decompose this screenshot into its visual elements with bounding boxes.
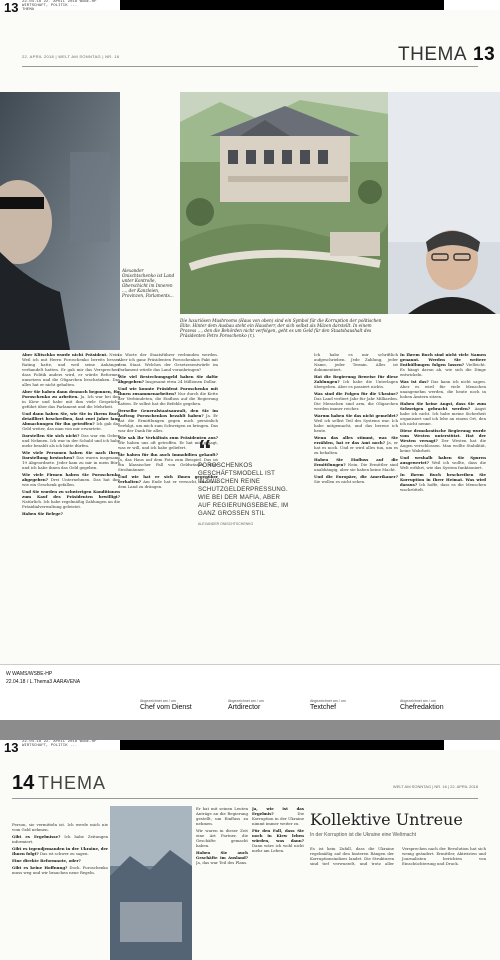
section-page-number: 13 <box>473 44 496 65</box>
column-paragraph: Gibt es Ergebnisse? Ich habe Zeitungen informiert. <box>12 834 108 844</box>
article-column-2 <box>196 806 248 960</box>
pull-quote <box>198 434 290 526</box>
column-paragraph: Und die Europäer, die Amerikaner? Sie wollen es nicht sehen. <box>314 474 398 484</box>
column-paragraph: In Ihrem Buch sind nicht viele Namen genannt. Werden Sie weitere Enthüllungen folgen lassen? Vielleicht. Es hängt davon ab, wie sich die Dinge entwickeln. <box>400 352 486 377</box>
column-paragraph: Eine direkte Reformnote, oder? <box>12 858 81 863</box>
footer-edition: W WAMS/WSBE-HP <box>6 671 53 677</box>
column-paragraph: Derselbe Generalstaatsanwalt, den Sie im Auftrag Poroschenkos bezahlt haben? Ja. Er hat die Ermittlungen gegen mich persönlich verfolgt, um mich zum Schweigen zu bringen. Das war der Dank für alles. <box>118 408 218 433</box>
column-paragraph: Was ist das? Das kann ich nicht sagen. Aber es wird für viele Menschen unangenehm werden, die heute noch in hohen Ämtern sitzen. <box>400 379 486 399</box>
signoff-artdirector: Abgezeichnet am / um Artdirector <box>228 699 264 711</box>
mansion-photo <box>180 92 388 314</box>
pull-quote-text: POROSCHENKOS GESCHÄFTSMODELL IST INZWISCHEN REINE SCHUTZGELDERPRESSUNG. WIE BEI DER MAFIA, ABER AUF REGIERUNGSEBENE, IM GANZ GROSSEN STIL <box>198 462 289 517</box>
portrait-photo-right <box>388 92 500 314</box>
article-column-3 <box>314 352 398 658</box>
production-footer <box>0 664 500 720</box>
header-rule <box>12 798 478 799</box>
mansion-photo-image <box>180 92 388 314</box>
article-column-3 <box>252 806 304 960</box>
page-number-corner: 13 <box>4 0 19 15</box>
column-paragraph: Wenn das alles stimmt, was Sie erzählen, hat er das Amt noch? Ja, er hat es noch. Und er wird alles tun, um es zu behalten. <box>314 435 398 455</box>
photo-caption-main: Die luxuriösen Mushrooms (Haus von oben) sind ein Symbol für die Korruption der politischen Elite. Hinter dem Ausbau steht ein Hausherr, der sich selbst als Mäzen darstellt. In einem Prozess ..., den die Behörden nicht verfolgen, geht es um Geld für den Staatshaushalt des Präsidenten Petro Poroschenko (r.). <box>180 318 382 338</box>
column-paragraph: Und Sie wurden zu schwierigen Konditionen zum Kauf des Präsidenten bewilligt? Natürlich. Ich habe regelmäßig Zahlungen an die Präsidialverwaltung geleistet. <box>22 489 120 509</box>
article-column-1 <box>12 822 108 960</box>
column-paragraph: Und weshalb haben Sie Spuren ausgewertet? Weil ich wollte, dass die Welt erfährt, wie das System funktioniert. <box>400 455 486 470</box>
column-paragraph: Wie sah Ihr Verhältnis zum Präsidenten aus? Wir haben uns oft getroffen. Er hat mir gesagt, was er will, und ich habe geliefert. <box>118 435 218 450</box>
signoff-chef-vom-dienst: Abgezeichnet am / um Chef vom Dienst <box>140 699 192 711</box>
meta-line: WIRTSCHAFT, POLITIK ... <box>22 744 78 748</box>
column-paragraph: Für den Fall, dass Sie noch in Kiew leben würden, was dann? Dann wäre ich wohl nicht mehr am Leben. <box>252 828 304 853</box>
column-paragraph: Wie viele Firmen haben Sie Poroschenko abgegeben? Drei Unternehmen. Das hat ihm wie ein Geschenk gefallen. <box>22 472 120 487</box>
column-paragraph: Er hat mit seinen Leuten Anträge an die Regierung gestellt, um Einfluss zu nehmen. <box>196 806 248 826</box>
header-rule <box>22 66 478 67</box>
column-paragraph: Und wie konnte Präsident Poroschenko mit Ihnen zusammenarbeiten? Nur durch die Kette der Verbündeten, die Einfluss auf die Regierung hatten. Er selbst hat die Befehle gegeben. <box>118 386 218 406</box>
page-number: 14 <box>12 772 35 794</box>
column-paragraph: Haben Sie Einfluss auf die Ermittlungen? Nein. Die Ermittler sind unabhängig, aber sie haben keine Macht. <box>314 457 398 472</box>
column-paragraph: Aber Sie haben dann dennoch begonnen, für Poroschenko zu arbeiten. Ja. Ich war bei ihm in Kiew und habe mit ihm viele Gespräche geführt über das Parlament und die Mehrheit. <box>22 389 120 409</box>
column-paragraph: Haben Sie Belege? <box>22 511 63 516</box>
column-paragraph: Gibt es keine Hoffnung? Doch. Poroschenko muss weg und wir brauchen neue Regeln. <box>12 865 108 875</box>
meta-line: 22.04.18 22. APRIL 2018 WSBE-HP <box>22 740 97 744</box>
meta-line: THEMA <box>22 8 35 12</box>
newspaper-page-2 <box>0 740 500 960</box>
article-body <box>310 846 486 960</box>
column-paragraph: Person, sie vermitteln ist. Ich werde mich nie vom Geld nehmen. <box>12 822 108 832</box>
meta-line: 22.04.18 22. APRIL 2018 WSBE-HP <box>22 0 97 4</box>
section-header <box>398 44 495 66</box>
portrait-photo-right-image <box>388 92 500 314</box>
redaction-bar <box>120 740 444 750</box>
column-paragraph: Haben Sie keine Angst, dass Sie zum Schweigen gebracht werden? Angst habe ich nicht. Ich habe meine Sicherheit organisiert und ich lebe an einem Ort, den ich nicht nenne. <box>400 401 486 426</box>
column-paragraph: Darstellen Sie sich nicht? Das war ein Geben und Nehmen. Ich war in der Schuld und ich habe mehr bezahlt als ich hätte dürfen. <box>22 433 120 448</box>
quote-mark-icon: “ <box>198 434 212 465</box>
signoff-chefredaktion: Abgezeichnet am / um Chefredaktion <box>400 699 444 711</box>
redaction-bar <box>120 0 444 10</box>
column-paragraph: Ja, wie ist das Ergebnis? Die Korruption in der Ukraine nimmt immer weiter zu. <box>252 806 304 826</box>
signoff-textchef: Abgezeichnet am / um Textchef <box>310 699 346 711</box>
article-column-4 <box>400 352 486 658</box>
footer-slug: 22.04.18 / L.Thema3 AARAVENA <box>6 679 81 685</box>
pull-quote-attribution: ALEXANDER ONISCHTSCHENKO <box>198 522 254 526</box>
column-paragraph: Aber Klitschko wurde nicht Präsident. Nein. Weil ich mit Herrn Poroschenko bereits besser Rating hatte, und weil seine Anhänger verhandelt hatten. Er gab mir das Versprechen, dass Politik anders wird, er würde Reformen umsetzen und die Oligarchen beschränken. Das alles hat er nicht gehalten. <box>22 352 120 387</box>
article-body-text: Es ist kein Zufall, dass die Ukraine regelmäßig auf den hinteren Rängen der Korruptionsindizes landet. Die Strukturen sind tief verwurzelt, und trotz aller Versprechen nach der Revolution hat sich wenig geändert. Ermittler, Aktivisten und Journalisten berichten von Einschüchterung und Druck. <box>310 846 486 866</box>
column-paragraph: Sie haben für ihn auch Immobilien gekauft? Ja, das Haus auf dem Foto zum Beispiel. Das ist ein klassischer Fall von Geldwäsche über Strohmänner. <box>118 452 218 472</box>
column-paragraph: Und dann haben Sie, wie Sie in Ihrem Buch detailliert beschreiben, fast zwei Jahre lang Abmachungen für ihn getroffen? Ich gab das Geld weiter, das man von mir erwartete. <box>22 411 120 431</box>
column-paragraph: Hat die Regierung Beweise für diese Zahlungen? Ich habe die Unterlagen übergeben. Aber es passiert nichts. <box>314 374 398 389</box>
column-paragraph: Wie viel Bestechungsgeld haben Sie dafür abgegeben? Insgesamt etwa 24 Millionen Dollar. <box>118 374 218 384</box>
article-subheadline: In der Korruption ist die Ukraine eine Weltmacht <box>310 832 417 838</box>
scenery-photo-image <box>110 806 192 960</box>
column-paragraph: Was sind die Folgen für die Ukraine? Das Land verliert Jahr für Jahr Milliarden. Die Menschen sind arm, die Oligarchen werden immer reicher. <box>314 391 398 411</box>
column-paragraph: In Worte der Staatsführer verbunden werden. Aber ich ganz Präsidenten Poroschenkos Pakt mit dem Staat. Welches der Gesetzesentwürfe im Parlament würde das Land voranbringen? <box>118 352 218 372</box>
column-paragraph: Haben Sie auch Geschäfte im Ausland? Ja, das war Teil des Plans. <box>196 850 248 865</box>
portrait-photo-left-image <box>0 92 120 350</box>
portrait-photo-left <box>0 92 120 350</box>
scenery-photo <box>110 806 192 960</box>
photo-caption-left: Alexander Onischtschenko ist Land unter Kontrolle, Oberschicht im Inneren ..., der Kanzleien, Provinzen, Parlaments... <box>122 268 175 298</box>
column-paragraph: Warum haben Sie das nicht gemeldet? Weil ich selbst Teil des Systems war. Ich habe mitgemacht, und das bereue ich heute. <box>314 413 398 433</box>
section-label: THEMA <box>38 773 106 793</box>
dateline: 22. APRIL 2018 | WELT AM SONNTAG | NR. 16 <box>22 54 120 59</box>
column-paragraph: Ich habe es mir schriftlich aufgeschrieben. Jede Zahlung, jeder Name, jeder Termin. Alles ist dokumentiert. <box>314 352 398 372</box>
column-paragraph: Und wie hat er sich Ihnen gegenüber verhalten? Am Ende hat er versucht, mich aus dem Land zu drängen. <box>118 474 218 489</box>
dateline: WELT AM SONNTAG | NR. 16 | 22. APRIL 2018 <box>392 784 478 789</box>
column-paragraph: In Ihrem Buch beschreiben Sie Korruption in Ihrer Heimat. Was wird daraus? Ich hoffe, dass es die Menschen wachrüttelt. <box>400 472 486 492</box>
column-paragraph: Diese demokratische Regierung wurde vom Westen unterstützt. Hat der Westen versagt? Der Westen hat die Augen verschlossen. Man wollte Stabilität, keine Wahrheit. <box>400 428 486 453</box>
article-headline: Kollektive Untreue <box>310 810 463 829</box>
article-column-1 <box>22 352 120 658</box>
page-number-corner: 13 <box>4 740 19 755</box>
column-paragraph: Gibt es irgendjemanden in der Ukraine, der Ihnen folgt? Das ist schwer zu sagen. <box>12 846 108 856</box>
column-paragraph: Wir waren in dieser Zeit eine Art Partner, die Geschäfte gemacht haben. <box>196 828 248 848</box>
meta-line: WIRTSCHAFT, POLITIK ... <box>22 4 78 8</box>
column-paragraph: Wie viele Personen haben Sie nach Ihrer Darstellung bestochen? Das waren insgesamt 19 Abgeordnete. Jeder kam zu mir in mein Büro und ich habe ihnen das Geld gegeben. <box>22 450 120 470</box>
section-label: THEMA <box>398 44 467 65</box>
